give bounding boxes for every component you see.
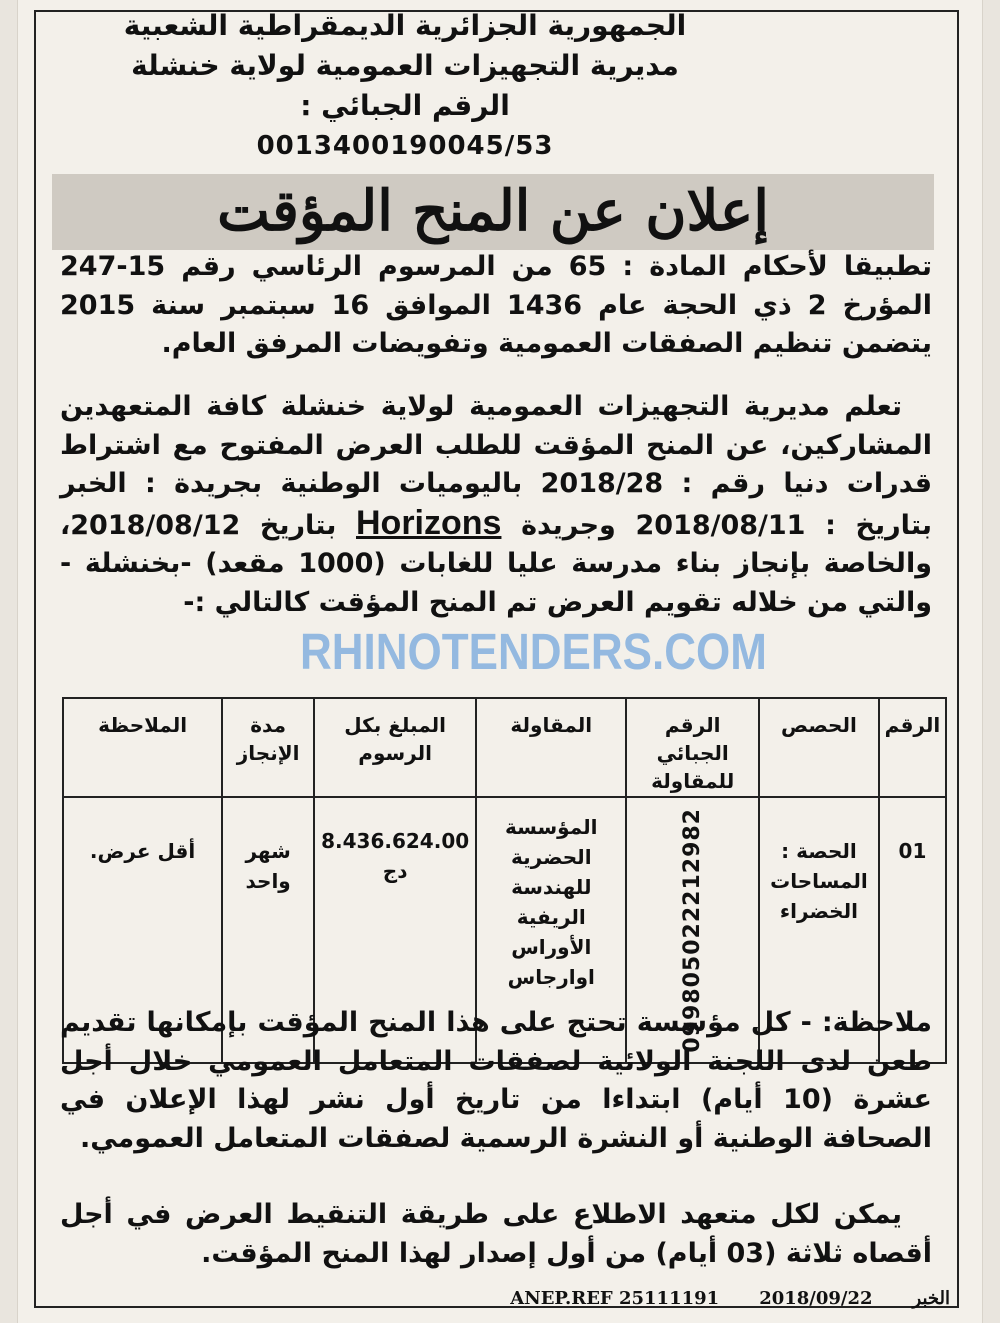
announcement-title: إعلان عن المنح المؤقت bbox=[217, 178, 769, 244]
cell-lot: الحصة : المساحات الخضراء bbox=[759, 797, 879, 1063]
watermark: RHINOTENDERS.COM bbox=[300, 624, 767, 681]
header-amount: المبلغ بكل الرسوم bbox=[314, 698, 476, 797]
header-num: الرقم bbox=[879, 698, 946, 797]
cell-contractor: المؤسسة الحضرية للهندسة الريفية الأوراس اوارجاس bbox=[476, 797, 626, 1063]
intro-paragraph-2 bbox=[60, 388, 932, 622]
cell-duration: شهر واحد bbox=[222, 797, 314, 1063]
cell-note: أقل عرض. bbox=[63, 797, 222, 1063]
header-note: الملاحظة bbox=[63, 698, 222, 797]
note-paragraph-2: يمكن لكل متعهد الاطلاع على طريقة التنقيط العرض في أجل أقصاه ثلاثة (03 أيام) من أول إصدار لهذا المنح المؤقت. bbox=[60, 1199, 932, 1269]
header-line-3: الرقم الجبائي : bbox=[300, 89, 510, 122]
footer bbox=[480, 1288, 950, 1309]
intro-text-a: تعلم مديرية التجهيزات العمومية لولاية خنشلة كافة المتعهدين المشاركين، عن المنح المؤقت للطلب العرض المفتوح مع اشتراط قدرات دنيا رقم : 2018/28 باليوميات الوطنية بجريدة : الخبر بتاريخ : 2018/08/11 وجريدة bbox=[60, 391, 933, 541]
intro-paragraph-1: تطبيقا لأحكام المادة : 65 من المرسوم الرئاسي رقم 15-247 المؤرخ 2 ذي الحجة عام 1436 الموافق 16 سبتمبر سنة 2015 يتضمن تنظيم الصفقات العمومية وتفويضات المرفق العام. bbox=[60, 251, 932, 359]
header-fiscal: الرقم الجبائي للمقاولة bbox=[626, 698, 759, 797]
fiscal-number: 0013400190045/53 bbox=[256, 131, 554, 161]
intro-text-b: بتاريخ 2018/08/12، والخاصة بإنجاز بناء مدرسة عليا للغابات (1000 مقعد) -بخنشلة - والتي من خلاله تقويم العرض تم المنح المؤقت كالتالي :- bbox=[60, 509, 932, 618]
footer-ref: ANEP.REF 25111191 bbox=[510, 1288, 720, 1309]
note-paragraph-1: ملاحظة: - كل مؤسسة تحتج على هذا المنح المؤقت بإمكانها تقديم طعن لدى اللجنة الولائية لصفقات المتعامل العمومي خلال أجل عشرة (10 أيام) ابتداءا من تاريخ أول نشر لهذا الإعلان في الصحافة الوطنية أو النشرة الرسمية لصفقات المتعامل العمومي. bbox=[60, 1007, 932, 1154]
header-lot: الحصص bbox=[759, 698, 879, 797]
footer-paper: الخبر bbox=[912, 1288, 950, 1309]
header-line-2: مديرية التجهيزات العمومية لولاية خنشلة bbox=[131, 49, 679, 82]
table-header-row bbox=[63, 698, 946, 797]
header-contractor: المقاولة bbox=[476, 698, 626, 797]
header-duration: مدة الإنجاز bbox=[222, 698, 314, 797]
fiscal-vertical: 099805022212982 bbox=[679, 808, 705, 1053]
horizons-name: Horizons bbox=[356, 503, 502, 542]
header-line-1: الجمهورية الجزائرية الديمقراطية الشعبية bbox=[123, 9, 687, 42]
cell-amount: 8.436.624.00 دج bbox=[314, 797, 476, 1063]
footer-date: 2018/09/22 bbox=[759, 1288, 873, 1309]
header-block bbox=[40, 6, 770, 166]
cell-num: 01 bbox=[879, 797, 946, 1063]
